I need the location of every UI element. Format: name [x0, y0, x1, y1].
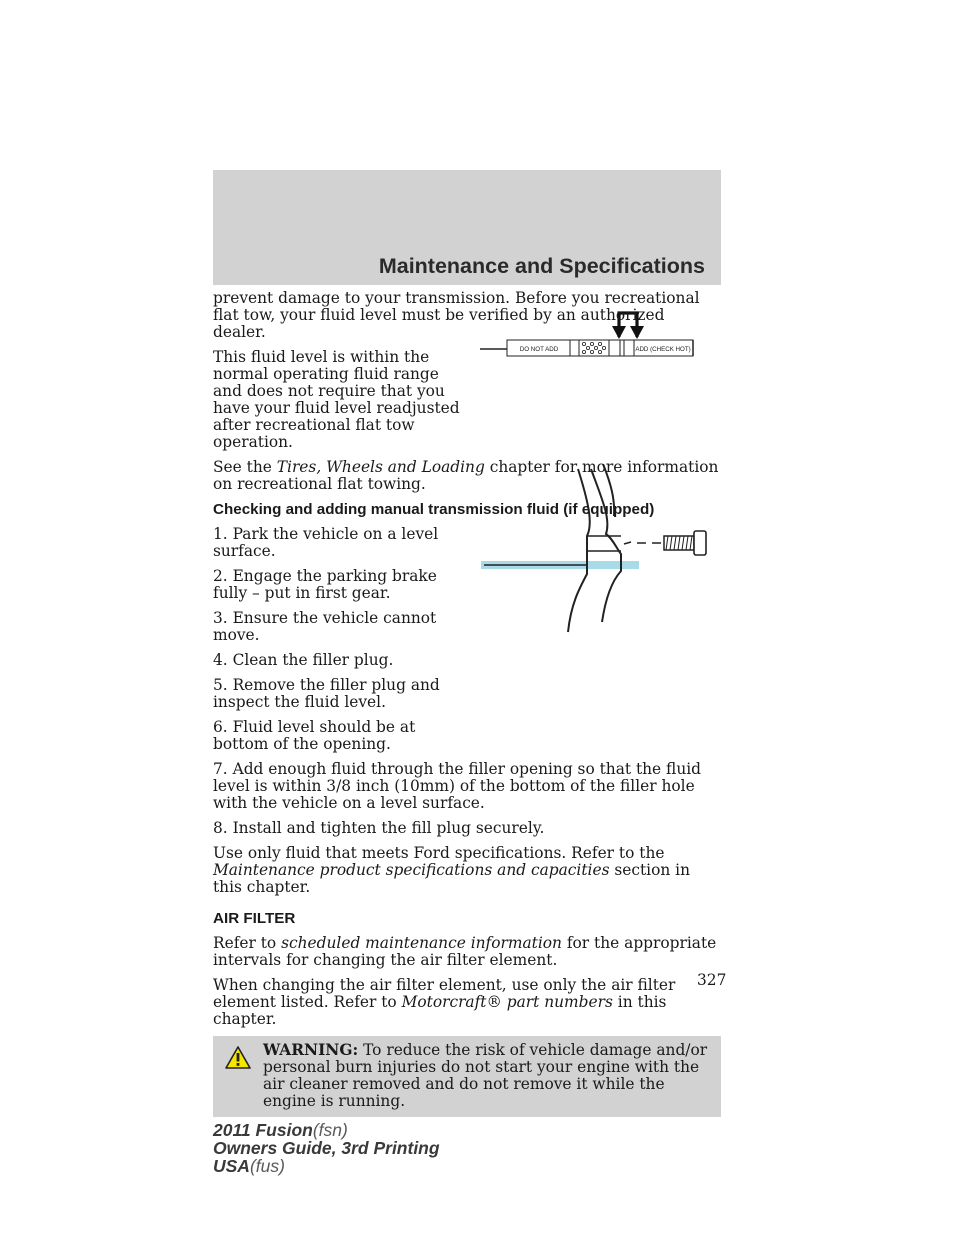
footer-market: USA: [213, 1156, 250, 1176]
page-number: 327: [697, 971, 727, 989]
warning-body: To reduce the risk of vehicle damage and/or personal burn injuries do not start your engine with the air cleaner removed and do not remove it while the engine is running.: [263, 1041, 708, 1110]
step-5: 5. Remove the filler plug and inspect the fluid level.: [213, 676, 440, 711]
header-band: [213, 170, 721, 285]
paragraph-air-interval: Refer to scheduled maintenance information for the appropriate intervals for changing the air filter element.: [213, 934, 717, 969]
warning-box: [213, 1036, 721, 1117]
step-3: 3. Ensure the vehicle cannot move.: [213, 609, 437, 644]
section-title: Maintenance and Specifications: [378, 254, 705, 278]
maintenance-reference: scheduled maintenance information: [281, 934, 562, 952]
heading-air-filter: AIR FILTER: [213, 910, 296, 927]
step-4: 4. Clean the filler plug.: [213, 651, 394, 669]
footer-model-code: (fsn): [312, 1120, 348, 1140]
paragraph-air-element: When changing the air filter element, use only the air filter element listed. Refer to Motorcraft® part numbers in this chapter.: [213, 976, 676, 1028]
chapter-reference: Tires, Wheels and Loading: [276, 458, 485, 476]
dipstick-label-add: ADD (CHECK HOT): [635, 346, 691, 353]
footer-model: 2011 Fusion: [213, 1120, 313, 1140]
heading-manual-transmission: Checking and adding manual transmission fluid (if equipped): [213, 501, 655, 518]
step-8: 8. Install and tighten the fill plug securely.: [213, 819, 545, 837]
warning-text: [223, 1042, 711, 1110]
part-numbers-reference: Motorcraft® part numbers: [401, 993, 613, 1011]
step-6: 6. Fluid level should be at bottom of the opening.: [213, 718, 416, 753]
footer: [213, 1121, 440, 1175]
page-content: [213, 290, 721, 1117]
dipstick-label-do-not-add: DO NOT ADD: [519, 346, 559, 353]
warning-triangle-icon: [225, 1046, 251, 1069]
paragraph-flat-tow: prevent damage to your transmission. Before you recreational flat tow, your fluid level must be verified by an authorized dealer.: [213, 289, 700, 341]
footer-market-code: (fus): [249, 1156, 285, 1176]
paragraph-fluid-range: This fluid level is within the normal operating fluid range and does not require that you have your fluid level readjusted after recreational flat tow operation.: [213, 348, 460, 451]
step-2: 2. Engage the parking brake fully – put in first gear.: [213, 567, 437, 602]
footer-guide: Owners Guide, 3rd Printing: [213, 1138, 440, 1158]
step-1: 1. Park the vehicle on a level surface.: [213, 525, 439, 560]
step-7: 7. Add enough fluid through the filler opening so that the fluid level is within 3/8 inch (10mm) of the bottom of the filler hole with the vehicle on a level surface.: [213, 760, 702, 812]
paragraph-fluid-spec: Use only fluid that meets Ford specifications. Refer to the Maintenance product specifications and capacities section in this chapter.: [213, 844, 691, 896]
paragraph-see-chapter: See the Tires, Wheels and Loading chapter for more information on recreational flat towing.: [213, 458, 719, 493]
spec-reference: Maintenance product specifications and capacities: [213, 861, 610, 879]
warning-label: WARNING:: [263, 1041, 359, 1059]
